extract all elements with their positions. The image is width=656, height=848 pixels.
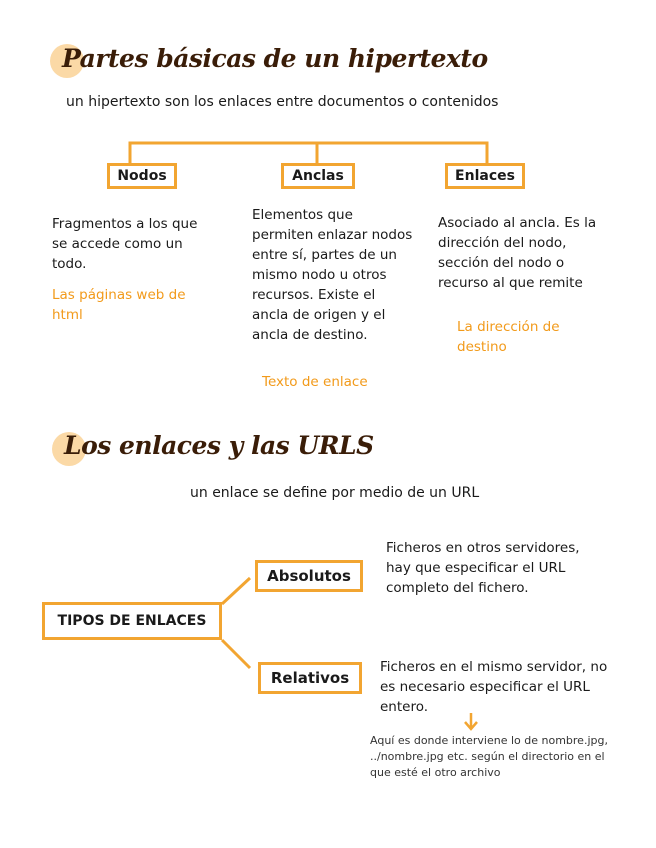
root-box-tipos-de-enlaces [42, 602, 222, 640]
node-box-nodos [107, 163, 177, 189]
section2-title: Los enlaces y las URLS [64, 431, 374, 460]
node-description: Asociado al ancla. Es la dirección del nodo, sección del nodo o recurso al que remite [438, 215, 597, 291]
node-label: Nodos [117, 168, 167, 184]
section2-intro: un enlace se define por medio de un URL [190, 485, 480, 501]
node-example: La dirección de destino [457, 319, 560, 355]
section1-title: Partes básicas de un hipertexto [62, 44, 488, 73]
node-label: Enlaces [455, 168, 515, 184]
node-example: Las páginas web de html [52, 287, 186, 323]
type-description: Ficheros en el mismo servidor, no es necesario especificar el URL entero. [380, 659, 608, 715]
type-box-absolutos [255, 560, 363, 592]
node-box-anclas [281, 163, 355, 189]
root-label: TIPOS DE ENLACES [57, 613, 207, 629]
node-example: Texto de enlace [262, 374, 368, 390]
branch-absolutos [222, 578, 250, 604]
tree-connector [130, 143, 487, 163]
node-description: Fragmentos a los que se accede como un todo. [52, 216, 198, 272]
section1-intro: un hipertexto son los enlaces entre documentos o contenidos [66, 94, 499, 110]
node-description: Elementos que permiten enlazar nodos entre sí, partes de un mismo nodo u otros recursos. Existe el ancla de origen y el ancla de destino. [252, 207, 413, 343]
type-box-relativos [258, 662, 362, 694]
branch-relativos [222, 640, 250, 668]
type-label: Relativos [270, 669, 350, 687]
node-label: Anclas [292, 168, 344, 184]
type-label: Absolutos [267, 567, 351, 585]
node-box-enlaces [445, 163, 525, 189]
footnote: Aquí es donde interviene lo de nombre.jpg, ../nombre.jpg etc. según el directorio en el que esté el otro archivo [370, 734, 608, 779]
type-description: Ficheros en otros servidores, hay que especificar el URL completo del fichero. [386, 540, 580, 596]
